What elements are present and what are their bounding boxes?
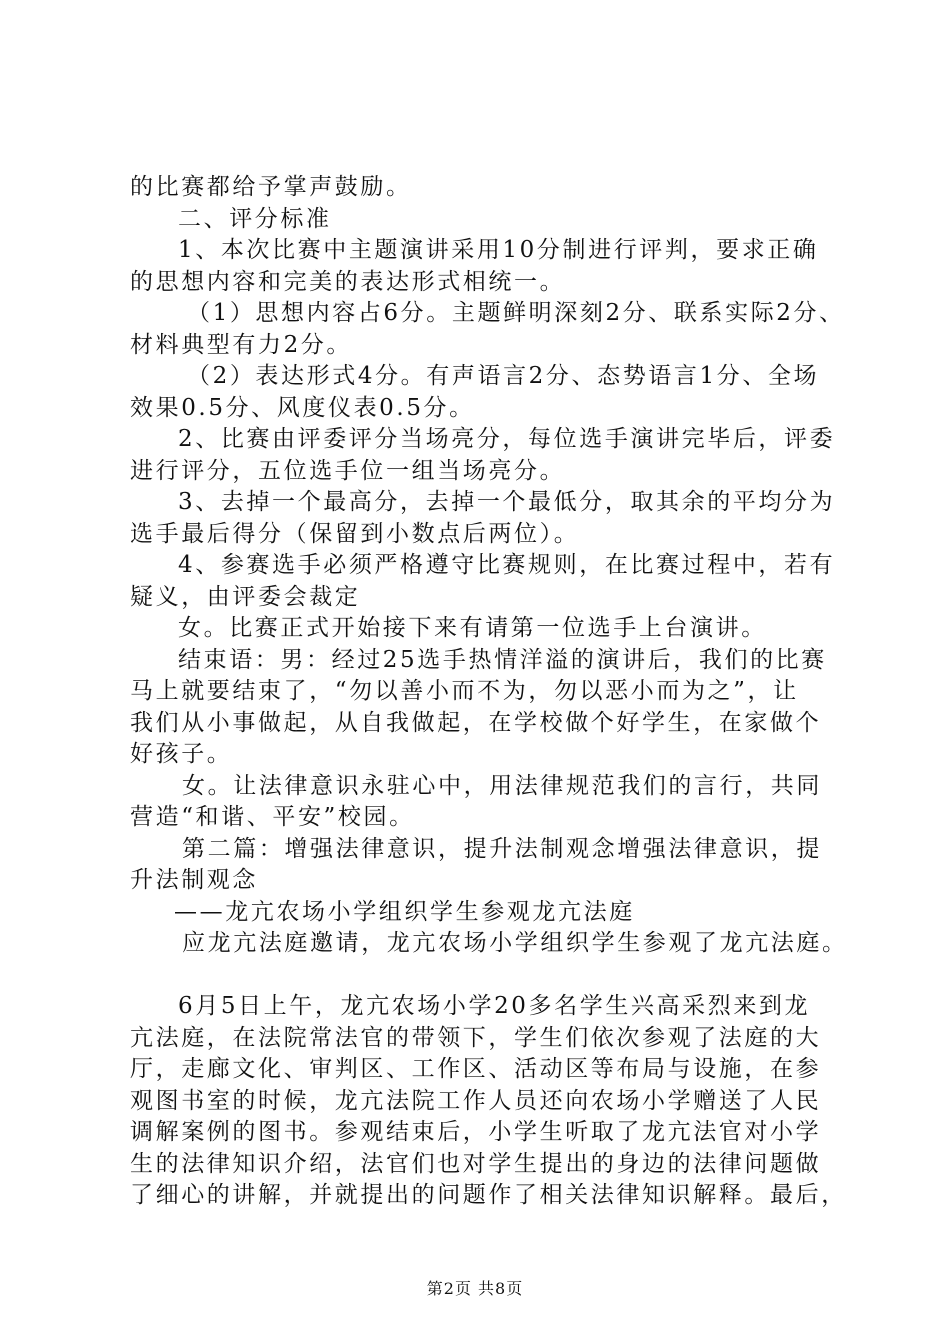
- paragraph-line: 2、比赛由评委评分当场亮分，每位选手演讲完毕后，评委: [178, 426, 836, 452]
- paragraph-line: 了细心的讲解，并就提出的问题作了相关法律知识解释。最后，: [130, 1182, 847, 1208]
- paragraph-line: 3、去掉一个最高分，去掉一个最低分，取其余的平均分为: [178, 489, 836, 515]
- paragraph-line: 马上就要结束了，“勿以善小而不为，勿以恶小而为之”，让: [130, 678, 799, 704]
- paragraph-line: 结束语：男：经过25选手热情洋溢的演讲后，我们的比赛: [178, 646, 827, 673]
- paragraph-line: 的思想内容和完美的表达形式相统一。: [130, 268, 566, 295]
- chapter-heading: 第二篇：增强法律意识，提升法制观念增强法律意识，提: [182, 835, 822, 862]
- paragraph-line: 我们从小事做起，从自我做起，在学校做个好学生，在家做个: [130, 709, 822, 736]
- paragraph-line: （1）思想内容占6分。主题鲜明深刻2分、联系实际2分、: [187, 300, 845, 326]
- paragraph-line: 女。让法律意识永驻心中，用法律规范我们的言行，共同: [182, 772, 822, 799]
- paragraph-line: 调解案例的图书。参观结束后，小学生听取了龙亢法官对小学: [130, 1119, 822, 1145]
- document-body: [130, 172, 850, 1212]
- paragraph-line: 观图书室的时候，龙亢法院工作人员还向农场小学赠送了人民: [130, 1087, 822, 1114]
- paragraph-line: 1、本次比赛中主题演讲采用10分制进行评判，要求正确: [178, 237, 819, 263]
- paragraph-line: 6月5日上午，龙亢农场小学20多名学生兴高采烈来到龙: [178, 993, 811, 1019]
- paragraph-spacer: [130, 960, 850, 992]
- paragraph-line: 亢法庭，在法院常法官的带领下，学生们依次参观了法庭的大: [130, 1024, 822, 1051]
- paragraph-line: 疑义，由评委会裁定: [130, 583, 361, 610]
- subtitle: ——龙亢农场小学组织学生参观龙亢法庭: [174, 898, 635, 925]
- paragraph-line: （2）表达形式4分。有声语言2分、态势语言1分、全场: [187, 363, 820, 389]
- paragraph-line: 好孩子。: [130, 741, 233, 767]
- paragraph-line: 应龙亢法庭邀请，龙亢农场小学组织学生参观了龙亢法庭。: [182, 930, 848, 956]
- paragraph-line: 营造“和谐、平安”校园。: [130, 804, 415, 830]
- chapter-heading: 升法制观念: [130, 867, 258, 893]
- paragraph-line: 女。比赛正式开始接下来有请第一位选手上台演讲。: [178, 615, 767, 641]
- paragraph-line: 4、参赛选手必须严格遵守比赛规则，在比赛过程中，若有: [178, 552, 836, 578]
- paragraph-line: 进行评分，五位选手位一组当场亮分。: [130, 457, 566, 484]
- paragraph-line: 选手最后得分（保留到小数点后两位）。: [130, 520, 580, 547]
- paragraph-line: 效果0.5分、风度仪表0.5分。: [130, 394, 475, 421]
- paragraph-line: 生的法律知识介绍，法官们也对学生提出的身边的法律问题做: [130, 1150, 822, 1177]
- paragraph-line: 厅，走廊文化、审判区、工作区、活动区等布局与设施，在参: [130, 1056, 822, 1082]
- paragraph-line: 的比赛都给予掌声鼓励。: [130, 174, 412, 200]
- page-number-footer: 第2页 共8页: [426, 1279, 524, 1298]
- section-heading: 二、评分标准: [178, 205, 332, 232]
- paragraph-line: 材料典型有力2分。: [130, 331, 353, 358]
